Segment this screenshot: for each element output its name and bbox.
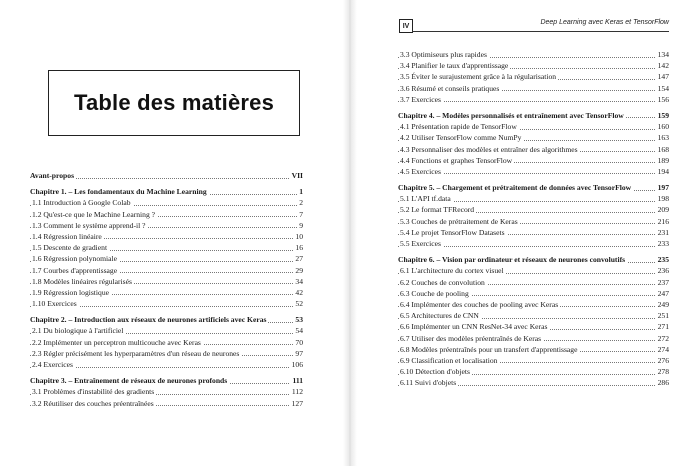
toc-entry-row[interactable] <box>398 193 669 204</box>
toc-entry-row[interactable] <box>30 348 303 359</box>
toc-left-column <box>30 170 303 409</box>
toc-entry-row[interactable] <box>398 121 669 132</box>
toc-page-number: 34 <box>295 276 303 286</box>
toc-page-number: 160 <box>657 122 669 132</box>
header-rule <box>412 31 669 32</box>
toc-entry-row[interactable] <box>30 287 303 298</box>
left-page <box>0 0 343 466</box>
toc-label: 2.1 Du biologique à l'artificiel <box>32 326 124 336</box>
toc-page-number: 233 <box>657 239 669 248</box>
toc-chapter-row[interactable] <box>30 314 303 325</box>
toc-label: 6.8 Modèles préentraînés pour un transfert d'apprentissage <box>400 344 578 354</box>
toc-page-number: 2 <box>299 198 303 208</box>
toc-label: 1.3 Comment le système apprend-il ? <box>32 220 146 230</box>
toc-page-number: 163 <box>657 133 669 143</box>
running-header <box>399 16 669 34</box>
toc-entry-row[interactable] <box>30 220 303 231</box>
toc-chapter-row[interactable] <box>398 254 669 265</box>
toc-label: 6.1 L'architecture du cortex visuel <box>400 266 504 276</box>
toc-page-number: 271 <box>657 322 669 332</box>
toc-label: 6.3 Couche de pooling <box>400 288 469 298</box>
toc-entry-row[interactable] <box>398 227 669 238</box>
toc-entry-row[interactable] <box>398 321 669 332</box>
toc-page-number: 70 <box>295 337 303 347</box>
toc-page-number: 7 <box>299 209 303 219</box>
toc-entry-row[interactable] <box>398 94 669 105</box>
toc-entry-row[interactable] <box>398 132 669 143</box>
toc-page-number: 106 <box>291 360 303 369</box>
toc-label: 4.3 Personnaliser des modèles et entraîner des algorithmes <box>400 144 578 154</box>
toc-page-number: 168 <box>657 144 669 154</box>
toc-page-number: 189 <box>657 155 669 165</box>
toc-page-number: 251 <box>657 311 669 321</box>
toc-label: 3.3 Optimiseurs plus rapides <box>400 50 487 59</box>
toc-label: 2.2 Implémenter un perceptron multicouche avec Keras <box>32 337 201 347</box>
toc-entry-row[interactable] <box>398 238 669 249</box>
toc-label: 1.2 Qu'est-ce que le Machine Learning ? <box>32 209 156 219</box>
toc-page-number: 159 <box>657 110 669 120</box>
toc-label: Chapitre 6. – Vision par ordinateur et réseaux de neurones convolutifs <box>398 255 626 265</box>
toc-label: 2.4 Exercices <box>32 360 73 369</box>
toc-label: Chapitre 1. – Les fondamentaux du Machine Learning <box>30 187 207 197</box>
toc-page-number: 154 <box>657 83 669 93</box>
toc-label: 3.7 Exercices <box>400 94 441 104</box>
toc-label: 6.4 Implémenter des couches de pooling avec Keras <box>400 299 559 309</box>
toc-right-column <box>398 49 669 388</box>
toc-entry-row[interactable] <box>398 333 669 344</box>
toc-entry-row[interactable] <box>30 242 303 253</box>
toc-label: 5.3 Couches de prétraitement de Keras <box>400 216 518 226</box>
toc-entry-row[interactable] <box>30 265 303 276</box>
toc-entry-row[interactable] <box>398 277 669 288</box>
toc-entry-row[interactable] <box>30 325 303 336</box>
book-gutter <box>343 0 357 466</box>
toc-page-number: 112 <box>291 387 303 397</box>
toc-front-row[interactable] <box>30 170 303 181</box>
toc-label: Avant-propos <box>30 171 75 180</box>
toc-page-number: 97 <box>295 348 303 358</box>
toc-page-number: 42 <box>295 287 303 297</box>
toc-page-number: 156 <box>657 94 669 104</box>
page-title: Table des matières <box>73 90 275 115</box>
toc-entry-row[interactable] <box>398 366 669 377</box>
toc-chapter-row[interactable] <box>398 182 669 193</box>
toc-page-number: 247 <box>657 288 669 298</box>
toc-page-number: 127 <box>291 398 303 408</box>
toc-label: 6.10 Détection d'objets <box>400 367 470 377</box>
toc-label: 1.9 Régression logistique <box>32 287 109 297</box>
toc-entry-row[interactable] <box>398 310 669 321</box>
toc-entry-row[interactable] <box>30 231 303 242</box>
right-page <box>357 0 700 466</box>
running-title: Deep Learning avec Keras et TensorFlow <box>540 19 669 26</box>
toc-entry-row[interactable] <box>398 204 669 215</box>
toc-page-number: 237 <box>657 277 669 287</box>
toc-entry-row[interactable] <box>398 166 669 177</box>
page-number: IV <box>399 19 413 33</box>
toc-label: 5.4 Le projet TensorFlow Datasets <box>400 227 505 237</box>
toc-page-number: 10 <box>295 231 303 241</box>
toc-chapter-row[interactable] <box>30 186 303 197</box>
toc-page-number: 198 <box>657 194 669 204</box>
toc-page-number: 235 <box>657 255 669 265</box>
toc-page-number: 272 <box>657 333 669 343</box>
toc-entry-row[interactable] <box>398 60 669 71</box>
toc-label: 6.5 Architectures de CNN <box>400 311 479 321</box>
toc-page-number: 147 <box>657 72 669 82</box>
toc-page-number: 194 <box>657 166 669 176</box>
toc-label: 5.2 Le format TFRecord <box>400 205 475 215</box>
title-box <box>48 70 300 136</box>
toc-page-number: VII <box>291 171 303 180</box>
toc-label: 3.1 Problèmes d'instabilité des gradients <box>32 387 155 397</box>
toc-entry-row[interactable] <box>30 398 303 409</box>
toc-label: 6.7 Utiliser des modèles préentraînés de Keras <box>400 333 542 343</box>
toc-label: Chapitre 2. – Introduction aux réseaux de neurones artificiels avec Keras <box>30 315 267 325</box>
toc-entry-row[interactable] <box>398 216 669 227</box>
toc-page-number: 9 <box>299 220 303 230</box>
toc-entry-row[interactable] <box>30 209 303 220</box>
toc-label: 1.4 Régression linéaire <box>32 231 102 241</box>
toc-label: 6.9 Classification et localisation <box>400 355 498 365</box>
toc-label: 6.11 Suivi d'objets <box>400 378 457 388</box>
toc-page-number: 286 <box>657 378 669 388</box>
toc-page-number: 197 <box>657 183 669 193</box>
toc-entry-row[interactable] <box>30 276 303 287</box>
toc-label: 2.3 Régler précisément les hyperparamètres d'un réseau de neurones <box>32 348 240 358</box>
toc-page-number: 274 <box>657 344 669 354</box>
toc-entry-row[interactable] <box>398 49 669 60</box>
toc-chapter-row[interactable] <box>398 110 669 121</box>
toc-label: Chapitre 4. – Modèles personnalisés et entraînement avec TensorFlow <box>398 110 624 120</box>
toc-page-number: 216 <box>657 216 669 226</box>
toc-label: 1.10 Exercices <box>32 299 77 309</box>
toc-page-number: 209 <box>657 205 669 215</box>
toc-entry-row[interactable] <box>30 253 303 264</box>
toc-page-number: 142 <box>657 61 669 71</box>
toc-page-number: 27 <box>295 254 303 264</box>
toc-entry-row[interactable] <box>30 298 303 309</box>
toc-entry-row[interactable] <box>398 265 669 276</box>
toc-label: 3.6 Résumé et conseils pratiques <box>400 83 500 93</box>
toc-label: 1.5 Descente de gradient <box>32 243 108 253</box>
toc-label: 6.6 Implémenter un CNN ResNet-34 avec Keras <box>400 322 548 332</box>
toc-entry-row[interactable] <box>398 288 669 299</box>
toc-label: 1.1 Introduction à Google Colab <box>32 198 131 208</box>
toc-entry-row[interactable] <box>398 344 669 355</box>
toc-entry-row[interactable] <box>30 386 303 397</box>
toc-label: 4.2 Utiliser TensorFlow comme NumPy <box>400 133 522 143</box>
toc-label: 4.5 Exercices <box>400 166 441 176</box>
toc-label: 6.2 Couches de convolution <box>400 277 485 287</box>
toc-page-number: 134 <box>657 50 669 59</box>
toc-entry-row[interactable] <box>398 71 669 82</box>
toc-page-number: 54 <box>295 326 303 336</box>
toc-entry-row[interactable] <box>398 299 669 310</box>
toc-label: 3.2 Réutiliser des couches préentraînées <box>32 398 154 408</box>
toc-entry-row[interactable] <box>398 355 669 366</box>
toc-label: 4.4 Fonctions et graphes TensorFlow <box>400 155 513 165</box>
toc-page-number: 1 <box>299 187 303 197</box>
toc-page-number: 236 <box>657 266 669 276</box>
toc-label: 3.5 Éviter le surajustement grâce à la régularisation <box>400 72 557 82</box>
toc-label: 1.8 Modèles linéaires régularisés <box>32 276 132 286</box>
toc-page-number: 249 <box>657 299 669 309</box>
toc-page-number: 111 <box>292 376 303 386</box>
toc-label: 1.7 Courbes d'apprentissage <box>32 265 118 275</box>
toc-label: 1.6 Régression polynomiale <box>32 254 117 264</box>
toc-label: Chapitre 3. – Entraînement de réseaux de neurones profonds <box>30 376 228 386</box>
toc-entry-row[interactable] <box>30 197 303 208</box>
toc-label: 5.5 Exercices <box>400 239 441 248</box>
toc-entry-row[interactable] <box>30 359 303 370</box>
toc-label: 5.1 L'API tf.data <box>400 194 451 204</box>
toc-page-number: 231 <box>657 227 669 237</box>
toc-page-number: 276 <box>657 355 669 365</box>
toc-label: 4.1 Présentation rapide de TensorFlow <box>400 122 517 132</box>
toc-entry-row[interactable] <box>398 83 669 94</box>
toc-label: Chapitre 5. – Chargement et prétraitement de données avec TensorFlow <box>398 183 632 193</box>
toc-entry-row[interactable] <box>398 155 669 166</box>
toc-entry-row[interactable] <box>30 337 303 348</box>
toc-page-number: 29 <box>295 265 303 275</box>
toc-page-number: 52 <box>295 299 303 309</box>
toc-label: 3.4 Planifier le taux d'apprentissage <box>400 61 509 71</box>
toc-chapter-row[interactable] <box>30 375 303 386</box>
toc-page-number: 16 <box>295 243 303 253</box>
toc-entry-row[interactable] <box>398 377 669 388</box>
toc-page-number: 278 <box>657 367 669 377</box>
toc-page-number: 53 <box>295 315 303 325</box>
toc-entry-row[interactable] <box>398 144 669 155</box>
